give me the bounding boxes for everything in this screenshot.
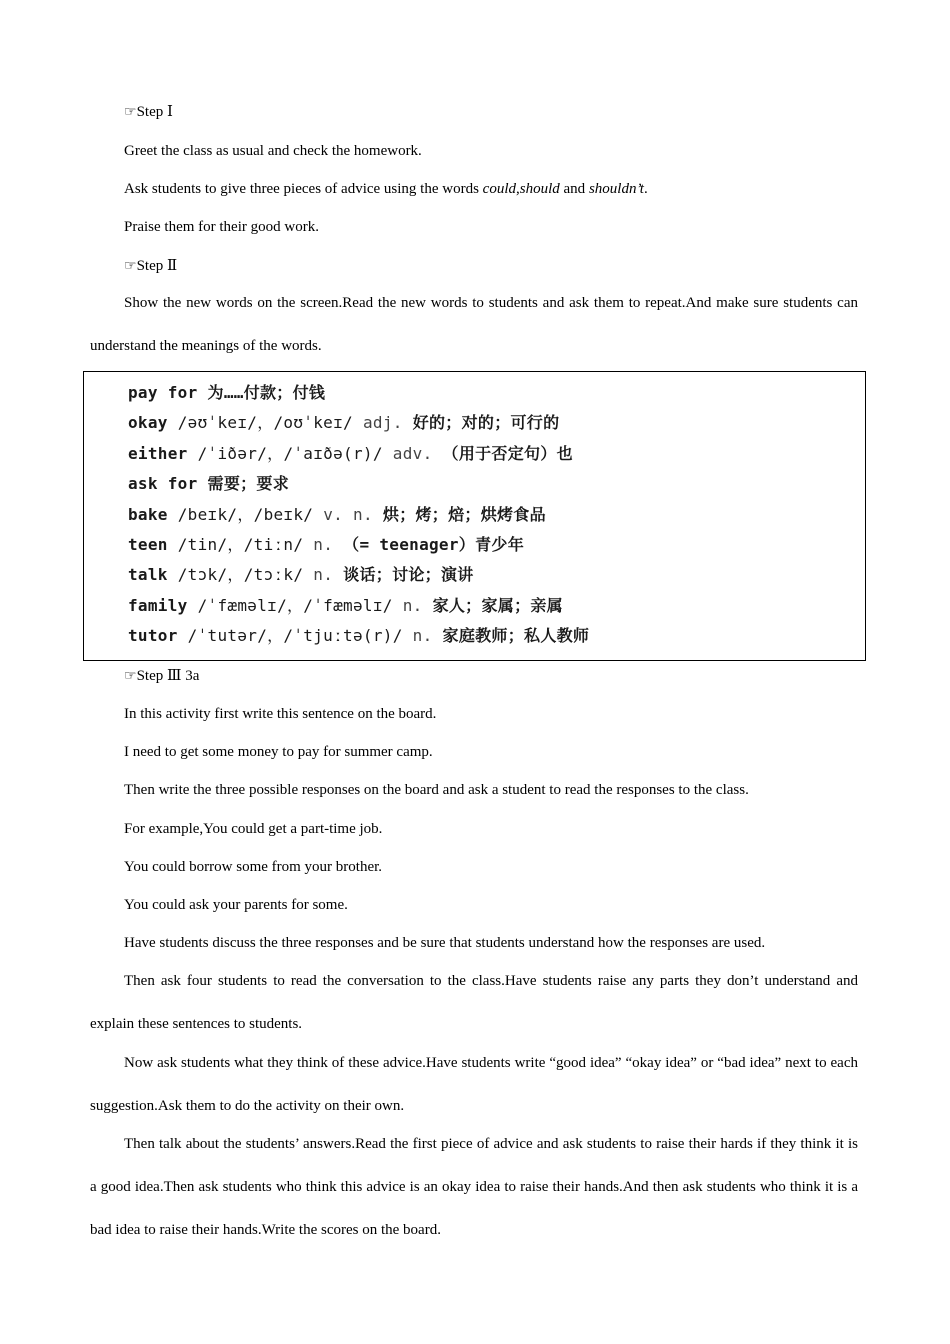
vocab-word: okay [128,413,168,433]
vocab-pos: n. [313,565,334,585]
vocab-word: tutor [128,626,178,646]
vocab-item [128,469,589,499]
vocab-phonetic: /tin/，/tiːn/ [177,534,304,554]
vocab-item [128,500,589,530]
step-1-line: Greet the class as usual and check the homework. [124,143,422,159]
step-1-heading [124,102,173,122]
step-3-line: Have students discuss the three responses and be sure that students understand how the responses are used. [124,935,766,951]
vocab-pos: n. [313,534,334,554]
vocab-meaning: 谈话；讨论；演讲 [343,565,474,585]
vocab-item [128,621,589,651]
vocab-word: either [128,443,188,463]
step-1-label: Step Ⅰ [136,104,173,120]
word-could: could [482,181,516,197]
vocab-pos: adj. [362,413,403,433]
pointing-hand-icon: ☞ [124,668,137,684]
vocab-phonetic: /ˈtutər/，/ˈtjuːtə(r)/ [187,626,403,646]
step-3-paragraph: Now ask students what they think of these advice.Have students write “good idea” “okay idea” or “bad idea” next to each suggestion.Ask them to do the activity on their own. [90,1055,858,1114]
vocab-meaning: （= teenager）青少年 [343,534,524,554]
step-3-paragraph: Then ask four students to read the conversation to the class.Have students raise any parts they don’t understand and explain these sentences to students. [90,973,858,1032]
vocab-phonetic: /tɔk/，/tɔːk/ [177,565,304,585]
advice-suffix: . [643,181,648,197]
vocab-word: teen [128,534,168,554]
advice-prefix: Ask students to give three pieces of advice using the words [124,181,483,197]
vocab-meaning: 为……付款；付钱 [207,383,326,402]
vocab-meaning: 家人；家属；亲属 [432,595,563,615]
vocab-word: talk [128,565,168,585]
vocab-meaning: 需要；要求 [207,474,290,494]
vocab-item [128,378,589,408]
pointing-hand-icon: ☞ [124,258,137,274]
vocab-word: family [128,595,188,615]
step-3-label: Step Ⅲ 3a [136,668,200,684]
vocab-word: pay for [128,383,198,402]
vocab-item [128,530,589,560]
pointing-hand-icon: ☞ [124,104,137,120]
step-3-paragraph: Then talk about the students’ answers.Read the first piece of advice and ask students to raise their hards if they think it is a good idea.Then ask students who think this advice is an okay idea to raise their hands.And then ask students who think it is a bad idea to raise their hands.Write the scores on the board. [90,1136,858,1238]
step-2-label: Step Ⅱ [136,258,178,274]
vocab-phonetic: /əʊˈkeɪ/，/oʊˈkeɪ/ [177,413,353,433]
vocabulary-box [83,371,866,661]
vocab-item [128,408,589,438]
vocab-item [128,439,589,469]
vocab-meaning: 烘；烤；焙；烘烤食品 [382,504,546,524]
vocab-word: ask for [128,474,198,494]
step-3-line: In this activity first write this sentence on the board. [124,706,437,722]
vocab-meaning: （用于否定句）也 [442,443,573,463]
step-2-paragraph: Show the new words on the screen.Read the new words to students and ask them to repeat.And make sure students can understand the meanings of the words. [90,295,858,354]
step-3-line: Then write the three possible responses on the board and ask a student to read the responses to the class. [124,782,749,798]
vocab-phonetic: /ˈiðər/，/ˈaɪðə(r)/ [197,443,383,463]
vocab-item [128,591,589,621]
word-shouldnt: shouldn’t [588,181,644,197]
praise-line: Praise them for their good work. [124,219,319,235]
vocab-word: bake [128,504,168,524]
vocab-phonetic: /beɪk/，/beɪk/ [177,504,314,524]
vocab-pos: n. [412,626,433,646]
step-3-heading [124,666,199,686]
advice-words-line [124,179,648,199]
vocabulary-list [128,378,589,652]
step-3-line: I need to get some money to pay for summer camp. [124,744,433,760]
advice-and: and [559,181,589,197]
step-3-line: You could ask your parents for some. [124,897,348,913]
vocab-item [128,560,589,590]
step-3-line: You could borrow some from your brother. [124,859,383,875]
vocab-meaning: 家庭教师；私人教师 [442,626,590,646]
step-2-heading [124,256,177,276]
vocab-pos: adv. [392,443,433,463]
vocab-phonetic: /ˈfæməlɪ/，/ˈfæməlɪ/ [197,595,393,615]
vocab-meaning: 好的；对的；可行的 [412,413,560,433]
advice-sep: , [516,181,520,197]
step-3-line: For example,You could get a part-time job. [124,821,383,837]
word-should: should [519,181,560,197]
vocab-pos: n. [402,595,423,615]
vocab-pos: v. n. [323,504,373,524]
